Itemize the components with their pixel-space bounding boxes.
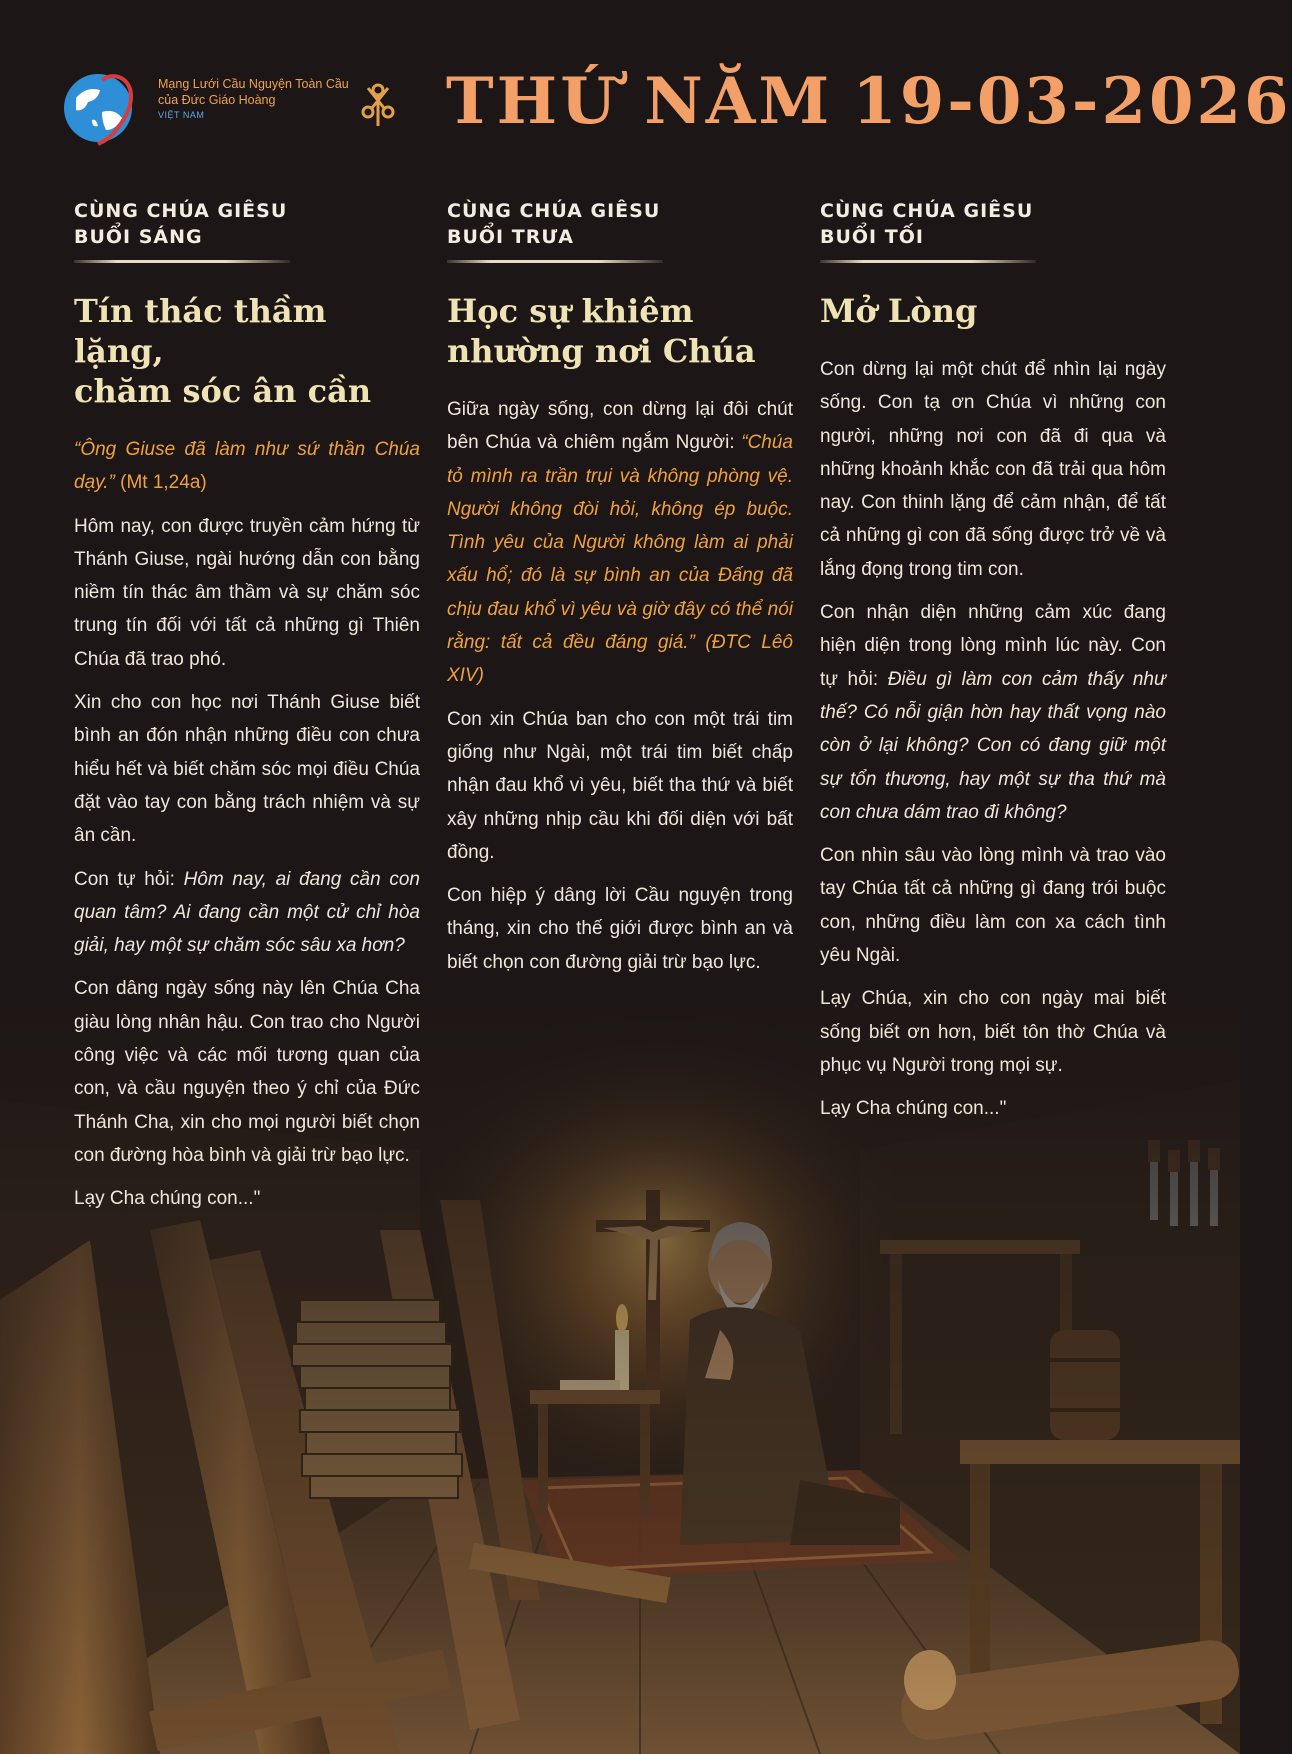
date: 19-03-2026 xyxy=(852,64,1292,139)
evening-paragraph-1: Con dừng lại một chút để nhìn lại ngày sống. Con tạ ơn Chúa vì những con người, những nơi con đã đi qua và những khoảnh khắc con đã trải qua hôm nay. Con thinh lặng để cảm nhận, để tất cả những gì con đã sống được trở về và lắng đọng trong tim con. xyxy=(820,359,1166,580)
noon-divider xyxy=(447,260,663,263)
evening-heading xyxy=(820,291,1166,331)
morning-paragraph-3 xyxy=(74,863,420,963)
date-title xyxy=(446,60,1292,144)
morning-p3-question: Hôm nay, ai đang cần con quan tâm? Ai đang cần một cử chỉ hòa giải, hay một sự chăm sóc sâu xa hơn? xyxy=(74,868,420,957)
papal-keys-icon xyxy=(358,82,398,128)
evening-heading-line-1: Mở Lòng xyxy=(820,292,978,330)
noon-heading-line-1: Học sự khiêm xyxy=(447,292,694,330)
noon-paragraph-2: Con xin Chúa ban cho con một trái tim giống như Ngài, một trái tim biết chấp nhận đau khổ vì yêu, biết tha thứ và biết xây những nhịp cầu khi đối diện với bất đồng. xyxy=(447,708,793,863)
morning-p3-lead: Con tự hỏi: xyxy=(74,868,184,890)
morning-paragraph-4: Con dâng ngày sống này lên Chúa Cha giàu lòng nhân hậu. Con trao cho Người công việc và các mối tương quan của con, và cầu nguyện theo ý chỉ của Đức Thánh Cha, xin cho mọi người biết chọn con đường hòa bình và giải trừ bạo lực. xyxy=(74,978,420,1166)
morning-heading-line-2: chăm sóc ân cần xyxy=(74,372,372,410)
morning-paragraph-5: Lạy Cha chúng con..." xyxy=(74,1188,261,1210)
logo-line-2: của Đức Giáo Hoàng xyxy=(158,93,276,107)
logo-line-1: Mạng Lưới Cầu Nguyện Toàn Cầu xyxy=(158,77,349,91)
noon-heading-line-2: nhường nơi Chúa xyxy=(447,332,756,370)
noon-label-line-2: BUỔI TRƯA xyxy=(447,226,574,248)
evening-paragraph-5: Lạy Cha chúng con..." xyxy=(820,1098,1007,1120)
morning-scripture-quote xyxy=(74,433,420,500)
morning-quote-text: “Ông Giuse đã làm như sứ thần Chúa dạy.” xyxy=(74,439,420,494)
noon-p1-quote: “Chúa tỏ mình ra trần trụi và không phòng vệ. Người không đòi hỏi, không ép buộc. Tình yêu của Người không làm ai phải xấu hổ; đó là sự bình an của Đấng đã chịu đau khổ vì yêu và giờ đây có thể nói rằng: tất cả đều đáng giá.” (ĐTC Lêô XIV) xyxy=(447,432,793,687)
noon-column xyxy=(447,198,793,989)
noon-paragraph-1 xyxy=(447,393,793,693)
prayer-network-logo xyxy=(62,64,402,148)
noon-heading xyxy=(447,291,793,371)
evening-body xyxy=(820,353,1166,1126)
logo-line-3: VIỆT NAM xyxy=(158,110,205,120)
morning-quote-reference: (Mt 1,24a) xyxy=(120,472,207,494)
morning-paragraph-2: Xin cho con học nơi Thánh Giuse biết bình an đón nhận những điều con chưa hiểu hết và biết chăm sóc mọi điều Chúa đặt vào tay con bằng trách nhiệm và sự ân cần. xyxy=(74,692,420,847)
noon-paragraph-3: Con hiệp ý dâng lời Cầu nguyện trong tháng, xin cho thế giới được bình an và biết chọn con đường giải trừ bạo lực. xyxy=(447,885,793,973)
evening-label-line-2: BUỔI TỐI xyxy=(820,226,924,248)
evening-label-line-1: CÙNG CHÚA GIÊSU xyxy=(820,200,1034,222)
noon-p1-lead: Giữa ngày sống, con dừng lại đôi chút bên Chúa và chiêm ngắm Người: xyxy=(447,399,793,454)
evening-paragraph-3: Con nhìn sâu vào lòng mình và trao vào tay Chúa tất cả những gì đang trói buộc con, những điều làm con xa cách tình yêu Ngài. xyxy=(820,845,1166,967)
evening-p2-question: Điều gì làm con cảm thấy như thế? Có nỗi giận hờn hay thất vọng nào còn ở lại không? Con có đang giữ một sự tổn thương, hay một sự tha thứ mà con chưa dám trao đi không? xyxy=(820,668,1166,823)
evening-paragraph-4: Lạy Chúa, xin cho con ngày mai biết sống biết ơn hơn, biết tôn thờ Chúa và phục vụ Người trong mọi sự. xyxy=(820,988,1166,1076)
evening-p2-lead: Con nhận diện những cảm xúc đang hiện diện trong lòng mình lúc này. Con tự hỏi: xyxy=(820,602,1166,690)
morning-paragraph-1: Hôm nay, con được truyền cảm hứng từ Thánh Giuse, ngài hướng dẫn con bằng niềm tín thác âm thầm và sự chăm sóc trung tín đối với tất cả những gì Thiên Chúa đã trao phó. xyxy=(74,515,420,670)
weekday: THỨ NĂM xyxy=(446,64,833,139)
morning-label-line-2: BUỔI SÁNG xyxy=(74,226,203,248)
noon-body xyxy=(447,393,793,979)
morning-heading xyxy=(74,291,420,411)
globe-heart-icon xyxy=(62,68,138,144)
morning-divider xyxy=(74,260,290,263)
morning-label-line-1: CÙNG CHÚA GIÊSU xyxy=(74,200,288,222)
evening-paragraph-2 xyxy=(820,596,1166,829)
evening-column xyxy=(820,198,1166,1136)
evening-divider xyxy=(820,260,1036,263)
morning-heading-line-1: Tín thác thầm lặng, xyxy=(74,292,327,370)
noon-label-line-1: CÙNG CHÚA GIÊSU xyxy=(447,200,661,222)
morning-body xyxy=(74,433,420,1216)
morning-column xyxy=(74,198,420,1226)
